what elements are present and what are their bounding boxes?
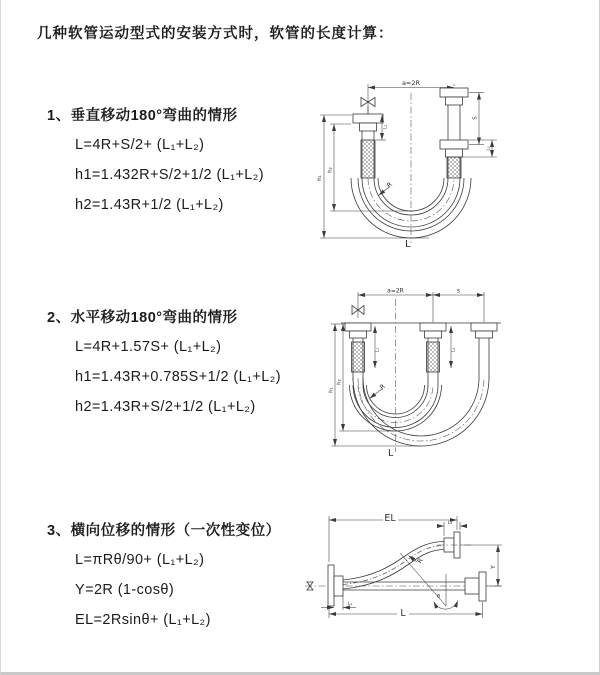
section-lateral-displacement	[47, 519, 281, 635]
section-horizontal-bend	[47, 306, 281, 422]
length-label: L	[405, 239, 411, 250]
formula-h1-1: h1=1.432R+S/2+1/2 (L₁+L₂)	[75, 167, 265, 183]
dim-label-l1: L₁	[383, 124, 389, 130]
section-1-heading: 1、垂直移动180°弯曲的情形	[47, 108, 238, 124]
dim-label-l2: L₂	[451, 347, 457, 353]
dim-label-a2r: a=2R	[401, 79, 421, 87]
braid-middle	[427, 342, 440, 372]
diagram-horizontal-u-bend	[309, 283, 600, 463]
braid-left	[352, 342, 365, 372]
dim-label-l1: L₁	[375, 347, 381, 353]
formula-h1-2: h1=1.43R+0.785S+1/2 (L₁+L₂)	[75, 369, 281, 385]
dim-label-l2: L₂	[486, 146, 492, 151]
flange-left	[345, 323, 371, 331]
flange-left	[353, 114, 383, 123]
section-vertical-bend	[47, 104, 264, 220]
dim-label-l: L	[400, 608, 406, 619]
dim-label-h1: h₁	[328, 387, 335, 393]
formula-L3: L=πRθ/90+ (L₁+L₂)	[75, 552, 205, 568]
angle-label: θ	[436, 594, 441, 600]
flange-middle	[420, 323, 446, 331]
dim-label-a2r: a=2R	[387, 287, 404, 295]
formula-EL: EL=2Rsinθ+ (L₁+L₂)	[75, 612, 211, 628]
braid-right	[447, 157, 461, 178]
formula-h2-1: h2=1.43R+1/2 (L₁+L₂)	[75, 197, 224, 213]
diagram-lateral-displacement	[301, 498, 600, 640]
section-3-heading: 3、横向位移的情形（一次性变位）	[47, 523, 281, 539]
dim-label-h1: h₁	[317, 175, 323, 181]
flange-right	[471, 323, 497, 331]
radius-label: R	[415, 556, 425, 565]
diagram-vertical-u-bend	[314, 68, 591, 260]
formula-h2-2: h2=1.43R+S/2+1/2 (L₁+L₂)	[75, 399, 256, 415]
dim-label-l2: L₂	[447, 521, 453, 526]
dim-label-l1: L₁	[347, 602, 353, 607]
dim-label-s: S	[472, 116, 479, 120]
dim-label-el: EL	[384, 513, 396, 524]
dim-label-h2: h₂	[336, 379, 343, 385]
length-label: L	[388, 448, 394, 459]
radius-label: R	[378, 382, 387, 392]
radius-label: R	[385, 180, 394, 190]
dim-label-h2: h₂	[327, 167, 334, 173]
section-2-heading: 2、水平移动180°弯曲的情形	[47, 310, 238, 326]
flange-right-mid	[440, 140, 468, 149]
formula-Y: Y=2R (1-cosθ)	[75, 582, 175, 598]
flange-left	[328, 565, 334, 606]
braid-left	[361, 140, 375, 178]
page-title: 几种软管运动型式的安装方式时，软管的长度计算：	[37, 26, 394, 42]
formula-L2: L=4R+1.57S+ (L₁+L₂)	[75, 339, 222, 355]
flange-right-top	[440, 88, 468, 97]
formula-L1: L=4R+S/2+ (L₁+L₂)	[75, 137, 205, 153]
flange-right	[479, 572, 486, 601]
dim-label-s: s	[456, 287, 461, 295]
dim-label-y: Y	[490, 565, 497, 569]
